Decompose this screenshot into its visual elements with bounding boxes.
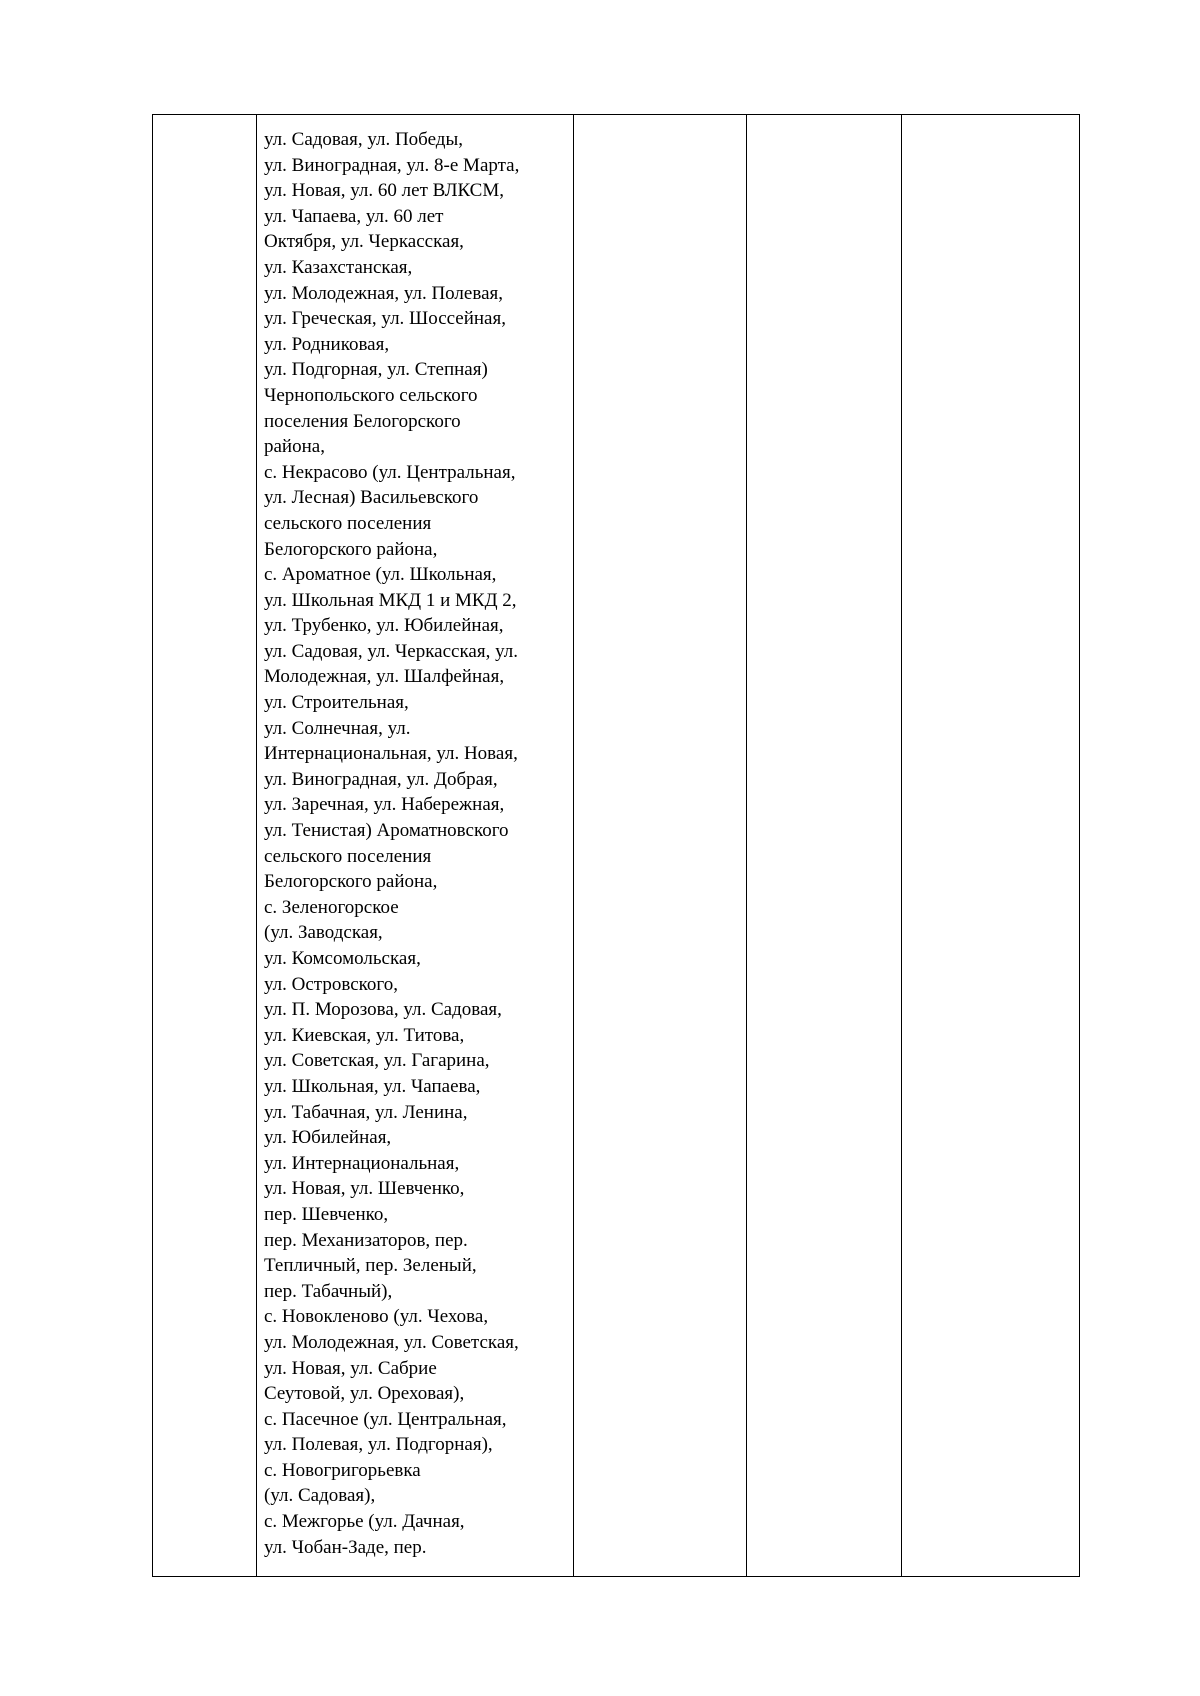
address-line: (ул. Заводская, <box>264 922 383 944</box>
address-line: пер. Механизаторов, пер. <box>264 1229 468 1251</box>
address-line: ул. Молодежная, ул. Полевая, <box>264 282 503 304</box>
address-line: с. Новогригорьевка <box>264 1459 421 1481</box>
address-line: ул. Садовая, ул. Победы, <box>264 129 463 150</box>
table-cell-4 <box>747 115 902 1577</box>
table-cell-1 <box>153 115 257 1577</box>
address-line: Чернопольского сельского <box>264 384 478 406</box>
address-line: ул. П. Морозова, ул. Садовая, <box>264 999 502 1021</box>
address-line: ул. Виноградная, ул. 8-е Марта, <box>264 154 520 176</box>
address-line: с. Новокленово (ул. Чехова, <box>264 1306 489 1328</box>
address-line: ул. Виноградная, ул. Добрая, <box>264 768 498 790</box>
address-line: пер. Шевченко, <box>264 1203 389 1225</box>
address-line: ул. Греческая, ул. Шоссейная, <box>264 308 506 330</box>
address-line: Интернациональная, ул. Новая, <box>264 743 518 765</box>
address-line: ул. Родниковая, <box>264 333 390 355</box>
address-line: ул. Табачная, ул. Ленина, <box>264 1101 468 1123</box>
address-line: Белогорского района, <box>264 871 438 893</box>
address-line: ул. Трубенко, ул. Юбилейная, <box>264 615 504 637</box>
address-line: сельского поселения <box>264 845 432 867</box>
table-cell-3 <box>574 115 747 1577</box>
address-line: ул. Казахстанская, <box>264 256 413 278</box>
table-cell-addresses <box>257 115 574 1577</box>
address-line: ул. Комсомольская, <box>264 948 421 969</box>
address-line: (ул. Садовая), <box>264 1485 376 1507</box>
address-line: района, <box>264 436 325 458</box>
address-line: ул. Строительная, <box>264 692 409 714</box>
address-line: ул. Советская, ул. Гагарина, <box>264 1050 490 1072</box>
address-line: ул. Юбилейная, <box>264 1127 392 1149</box>
address-line: ул. Садовая, ул. Черкасская, ул. <box>264 640 518 662</box>
address-line: с. Зеленогорское <box>264 896 399 918</box>
address-line: ул. Школьная МКД 1 и МКД 2, <box>264 589 517 611</box>
address-line: ул. Молодежная, ул. Советская, <box>264 1331 519 1353</box>
table-row <box>153 115 1080 1577</box>
address-line: Сеутовой, ул. Ореховая), <box>264 1383 465 1405</box>
address-line: сельского поселения <box>264 512 432 534</box>
document-table <box>152 114 1080 1577</box>
address-line: ул. Тенистая) Ароматновского <box>264 820 509 842</box>
address-line: с. Пасечное (ул. Центральная, <box>264 1408 507 1430</box>
address-line: Октября, ул. Черкасская, <box>264 231 464 253</box>
address-line: с. Межгорье (ул. Дачная, <box>264 1511 465 1533</box>
address-line: ул. Чапаева, ул. 60 лет <box>264 205 444 227</box>
address-line: ул. Киевская, ул. Титова, <box>264 1024 465 1046</box>
address-line: ул. Заречная, ул. Набережная, <box>264 794 505 816</box>
address-line: ул. Островского, <box>264 973 398 995</box>
address-line: с. Некрасово (ул. Центральная, <box>264 461 516 483</box>
address-line: ул. Солнечная, ул. <box>264 717 411 739</box>
address-line: с. Ароматное (ул. Школьная, <box>264 564 497 586</box>
address-line: ул. Новая, ул. 60 лет ВЛКСМ, <box>264 180 504 202</box>
address-line: Молодежная, ул. Шалфейная, <box>264 666 505 688</box>
address-line: ул. Чобан-Заде, пер. <box>264 1536 427 1558</box>
address-line: ул. Подгорная, ул. Степная) <box>264 359 488 381</box>
address-line: Тепличный, пер. Зеленый, <box>264 1255 477 1277</box>
address-line: поселения Белогорского <box>264 410 461 432</box>
address-line: ул. Школьная, ул. Чапаева, <box>264 1075 481 1097</box>
address-line: ул. Лесная) Васильевского <box>264 487 479 509</box>
table-cell-5 <box>902 115 1080 1577</box>
address-line: ул. Полевая, ул. Подгорная), <box>264 1434 493 1456</box>
address-list <box>257 115 573 1560</box>
address-line: ул. Новая, ул. Шевченко, <box>264 1178 465 1200</box>
address-line: ул. Интернациональная, <box>264 1152 460 1174</box>
address-line: ул. Новая, ул. Сабрие <box>264 1357 437 1379</box>
address-line: Белогорского района, <box>264 538 438 560</box>
address-line: пер. Табачный), <box>264 1280 393 1302</box>
